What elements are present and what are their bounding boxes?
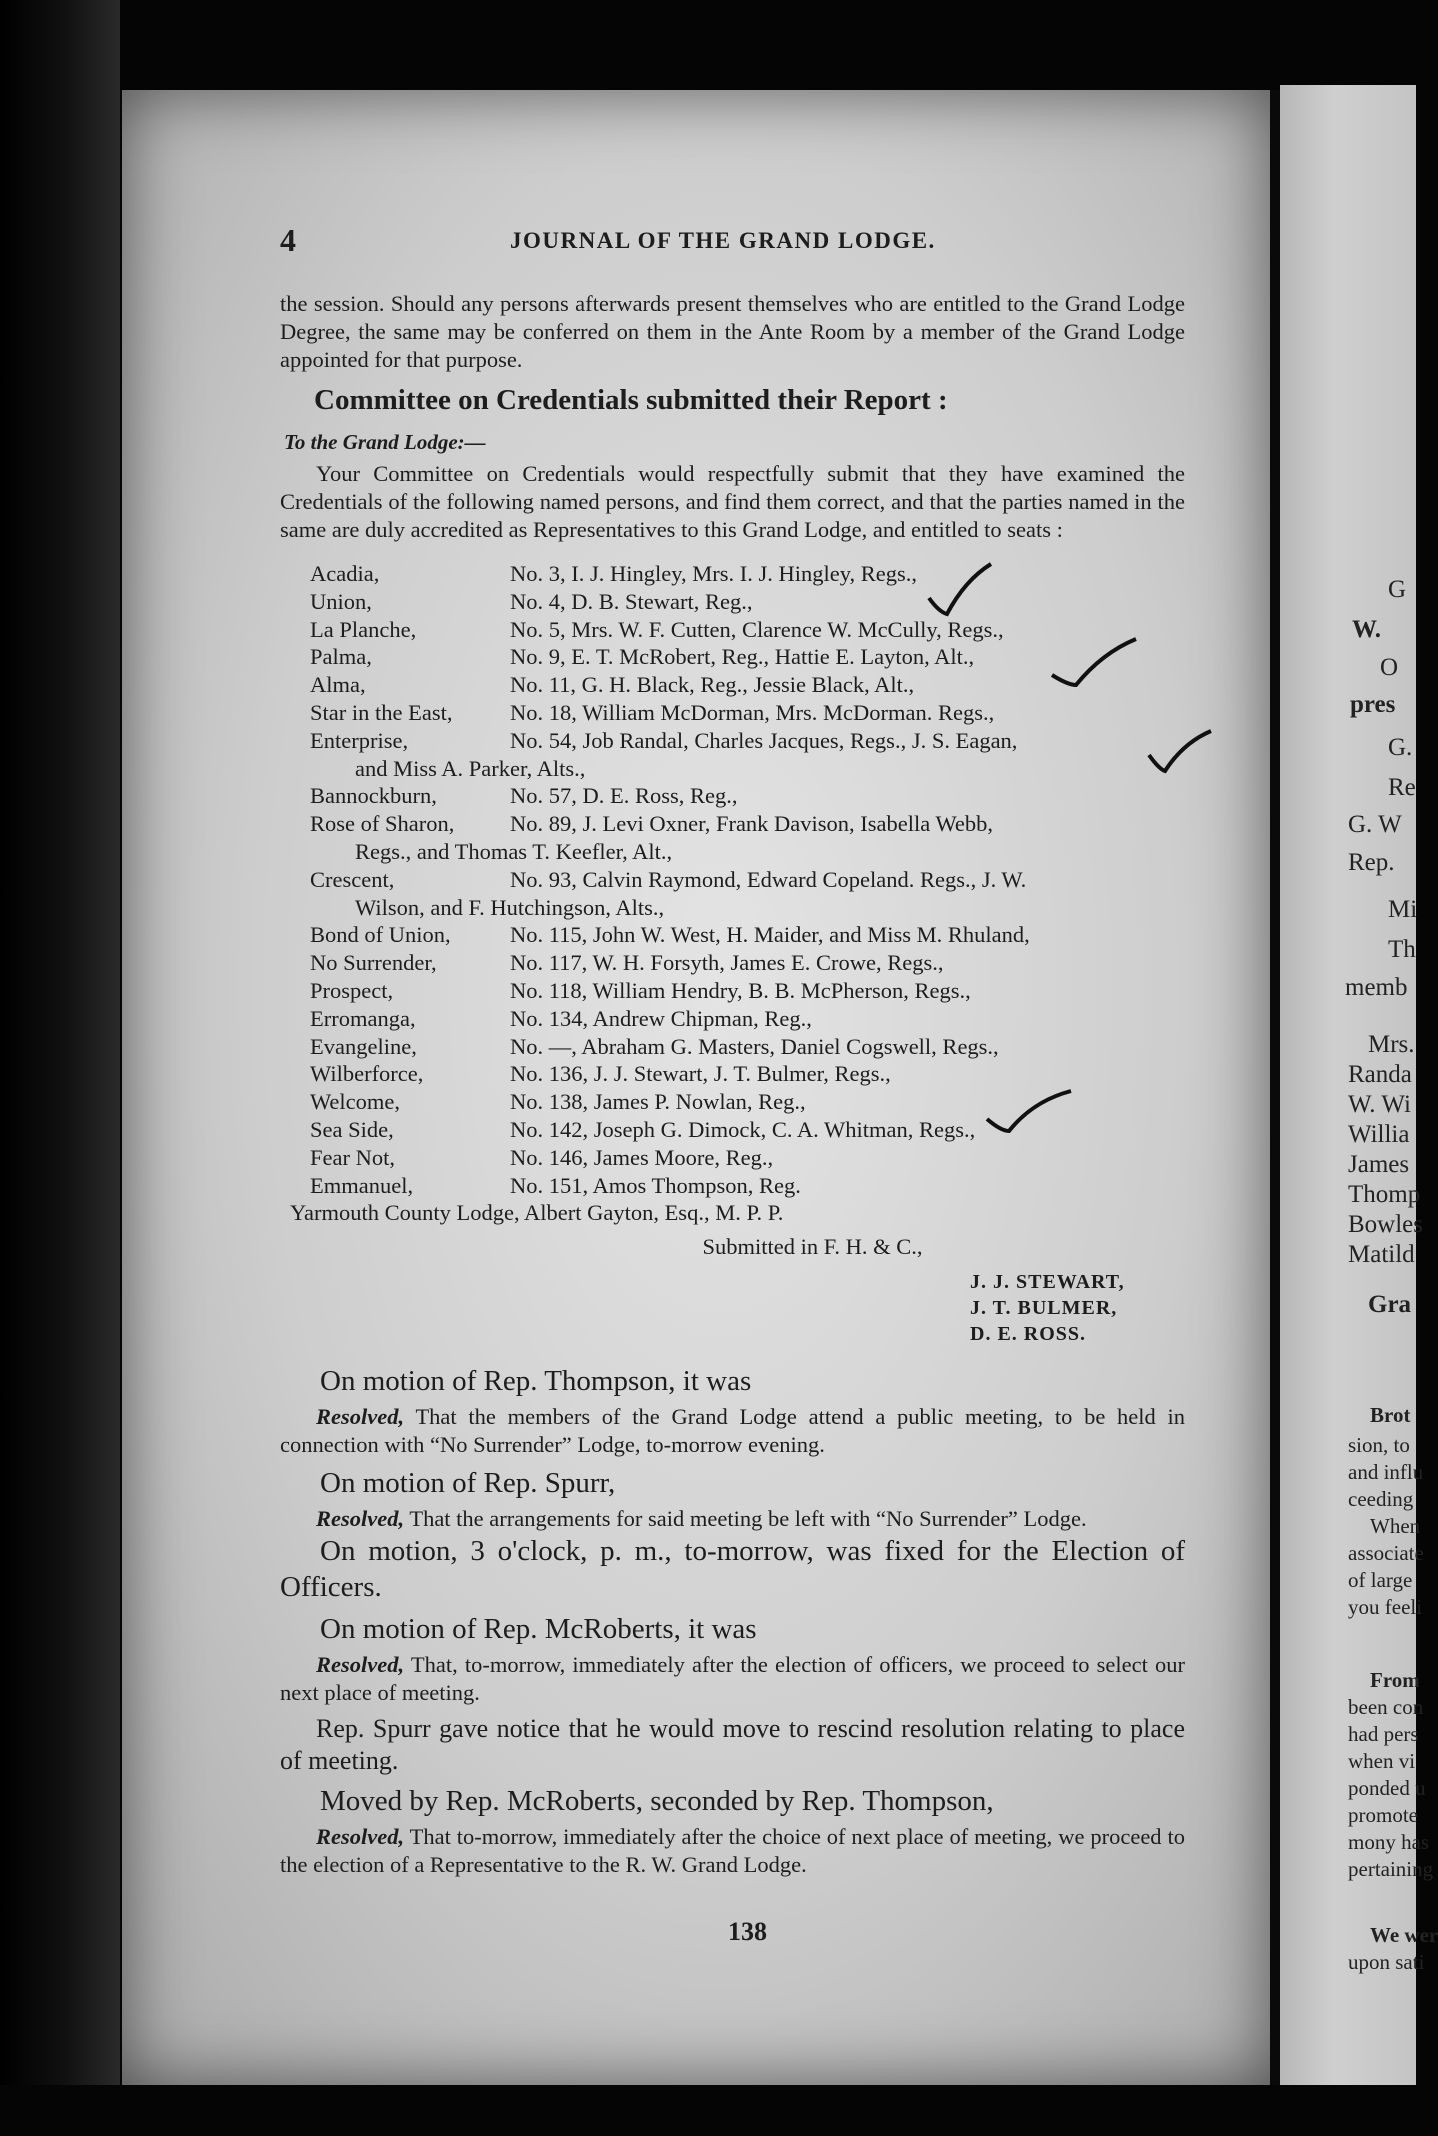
resolution-text: That to-morrow, immediately after the choice of next place of meeting, we proceed to the election of a Representative to the R. W. Grand Lodge. [280,1824,1185,1878]
adjacent-text: pertaining [1348,1857,1434,1881]
adjacent-text: ponded u [1348,1776,1426,1800]
lodge-row [310,560,1185,588]
lodge-row [310,727,1185,755]
lodge-row [310,1060,1185,1088]
resolved-label: Resolved, [316,1404,405,1430]
lodge-name: Acadia, [310,561,380,586]
adjacent-text: Re [1388,774,1416,801]
lodge-name: Wilberforce, [310,1061,424,1087]
resolved-label: Resolved, [316,1506,405,1532]
resolution-text: That, to-morrow, immediately after the election of officers, we proceed to select our next place of meeting. [280,1652,1186,1706]
lodge-row [310,1033,1185,1061]
resolved-label: Resolved, [316,1652,405,1678]
lodge-details: No. 151, Amos Thompson, Reg. [510,1172,801,1198]
page-number: 4 [280,222,296,258]
adjacent-text: had pers [1348,1722,1419,1746]
adjacent-text: mony has [1348,1830,1430,1854]
lodge-row [310,810,1185,838]
folio-number: 138 [728,1917,767,1946]
lodge-details: No. 93, Calvin Raymond, Edward Copeland. Regs., J. W. [510,866,1027,892]
adjacent-text: of large [1348,1568,1413,1592]
adjacent-text: Brot [1370,1403,1411,1427]
resolution-text: That the members of the Grand Lodge attend a public meeting, to be held in connection with “No Surrender” Lodge, to-morrow evening. [280,1404,1186,1458]
intro-paragraph: the session. Should any persons afterwards present themselves who are entitled to the Grand Lodge Degree, the same may be conferred on them in the Ante Room by a member of the Grand Lodge appointed for that purpose. [280,291,1185,372]
lodge-row [310,1005,1185,1033]
lodge-name: No Surrender, [310,950,437,976]
film-border-bottom [0,2085,1416,2136]
lodge-details: No. 115, John W. West, H. Maider, and Miss M. Rhuland, [510,922,1030,948]
section-heading: Committee on Credentials submitted their Report : [314,384,948,416]
check-mark-icon [1050,635,1140,690]
salutation: To the Grand Lodge:— [284,430,486,454]
lodge-name: La Planche, [310,616,417,642]
lodge-row [310,782,1185,810]
adjacent-text: Randa [1348,1061,1412,1088]
adjacent-text: G. W [1348,811,1402,838]
book-gutter [1270,90,1280,2085]
lodge-details: No. 4, D. B. Stewart, Reg., [510,588,753,614]
adjacent-text: We wer [1370,1923,1438,1947]
lodge-row [310,1144,1185,1172]
adjacent-text: Thomp [1348,1181,1421,1208]
lodge-name: Bond of Union, [310,922,451,948]
adjacent-text: associate [1348,1541,1424,1565]
adjacent-text: G. [1388,734,1413,761]
adjacent-text: been con [1348,1695,1424,1719]
lodge-details: No. 117, W. H. Forsyth, James E. Crowe, Regs., [510,950,944,976]
resolution [280,1403,1185,1459]
adjacent-text: W. [1352,616,1381,643]
lodge-name: Erromanga, [310,1005,416,1031]
adjacent-text: G [1388,576,1407,603]
lodge-name: Emmanuel, [310,1172,414,1198]
lodge-name: Alma, [310,672,366,698]
check-mark-icon [925,560,995,620]
adjacent-text: Mi [1388,896,1418,923]
film-border-left [0,0,120,2136]
resolution [280,1823,1185,1879]
lodge-name: Star in the East, [310,699,453,725]
lodge-details: No. 18, William McDorman, Mrs. McDorman. Regs., [510,699,995,725]
resolution [280,1505,1185,1533]
lodge-details: No. —, Abraham G. Masters, Daniel Cogswell, Regs., [510,1033,999,1059]
lodge-name: Rose of Sharon, [310,811,455,837]
lodge-row [310,866,1185,894]
adjacent-text: sion, to [1348,1433,1410,1457]
lodge-name: Sea Side, [310,1116,394,1142]
lodge-row [310,1172,1185,1200]
adjacent-text: Th [1388,936,1416,963]
lodge-details: No. 3, I. J. Hingley, Mrs. I. J. Hingley, Regs., [510,561,918,586]
lodge-name: Palma, [310,644,372,670]
adjacent-text: O [1380,654,1399,681]
adjacent-text: upon sati [1348,1950,1425,1974]
adjacent-text: and influ [1348,1460,1424,1484]
notice-paragraph: Rep. Spurr gave notice that he would move to rescind resolution relating to place of meeting. [280,1714,1185,1776]
lodge-details: No. 118, William Hendry, B. B. McPherson, Regs., [510,977,971,1003]
lodge-name: Bannockburn, [310,783,437,809]
resolution-text: That the arrangements for said meeting be left with “No Surrender” Lodge. [409,1506,1087,1532]
lodge-details: No. 11, G. H. Black, Reg., Jessie Black, Alt., [510,672,915,698]
resolution [280,1651,1185,1707]
adjacent-text: Matild [1348,1241,1415,1268]
lodge-details: No. 89, J. Levi Oxner, Frank Davison, Isabella Webb, [510,811,994,837]
check-mark-icon [985,1085,1075,1135]
motion-heading: On motion of Rep. McRoberts, it was [320,1613,757,1646]
adjacent-text: When [1370,1514,1421,1538]
lodge-name: Prospect, [310,977,394,1003]
motion-heading: Moved by Rep. McRoberts, seconded by Rep. Thompson, [320,1785,994,1818]
lodge-continuation: Wilson, and F. Hutchingson, Alts., [355,894,665,920]
lodge-details: No. 138, James P. Nowlan, Reg., [510,1089,806,1115]
adjacent-page-fragment [1280,85,1438,2085]
adjacent-text: Gra [1368,1291,1412,1318]
lodge-name: Fear Not, [310,1144,395,1170]
lodge-details: No. 134, Andrew Chipman, Reg., [510,1005,812,1031]
lodge-continuation: Regs., and Thomas T. Keefler, Alt., [355,838,673,864]
motion-heading: On motion of Rep. Thompson, it was [320,1365,752,1398]
adjacent-text: From [1370,1668,1420,1692]
adjacent-text: James [1348,1151,1410,1178]
lodge-name: Enterprise, [310,727,409,753]
lodge-name: Crescent, [310,866,395,892]
lodge-details: No. 5, Mrs. W. F. Cutten, Clarence W. McCully, Regs., [510,616,1004,642]
adjacent-text: memb [1345,974,1408,1001]
adjacent-text: Bowles [1348,1211,1423,1238]
running-title: JOURNAL OF THE GRAND LODGE. [510,228,936,253]
adjacent-text: Rep. [1348,849,1395,876]
lodge-row [310,949,1185,977]
signatory: J. J. STEWART, [970,1271,1125,1294]
county-lodge-line: Yarmouth County Lodge, Albert Gayton, Esq., M. P. P. [290,1200,784,1226]
lodge-row [310,977,1185,1005]
lodge-row [310,699,1185,727]
adjacent-text: promote [1348,1803,1418,1827]
lodge-details: No. 136, J. J. Stewart, J. T. Bulmer, Regs., [510,1061,891,1087]
adjacent-text: W. Wi [1348,1091,1411,1118]
lodge-row [310,921,1185,949]
lodge-name: Evangeline, [310,1033,417,1059]
adjacent-text: Willia [1348,1121,1410,1148]
lodge-name: Welcome, [310,1089,401,1115]
lodge-row [310,588,1185,616]
adjacent-text: ceeding [1348,1487,1414,1511]
lodge-details: No. 9, E. T. McRobert, Reg., Hattie E. Layton, Alt., [510,644,975,670]
lodge-details: No. 54, Job Randal, Charles Jacques, Regs., J. S. Eagan, [510,727,1018,753]
lodge-details: No. 142, Joseph G. Dimock, C. A. Whitman, Regs., [510,1116,976,1142]
signatory: D. E. ROSS. [970,1323,1087,1346]
motion-heading: On motion of Rep. Spurr, [320,1467,616,1500]
running-head [280,222,1180,258]
adjacent-text: Mrs. [1368,1031,1415,1058]
motion-paragraph: On motion, 3 o'clock, p. m., to-morrow, was fixed for the Election of Officers. [280,1535,1185,1604]
resolved-label: Resolved, [316,1824,405,1850]
report-paragraph: Your Committee on Credentials would respectfully submit that they have examined the Credentials of the following named persons, and find them correct, and that the parties named in the same are duly accredited as Representatives to this Grand Lodge, and entitled to seats : [280,461,1185,542]
adjacent-text: when vi [1348,1749,1416,1773]
lodge-details: No. 57, D. E. Ross, Reg., [510,783,738,809]
lodge-continuation: and Miss A. Parker, Alts., [355,755,586,781]
signatures [970,1269,1185,1347]
lodge-details: No. 146, James Moore, Reg., [510,1144,774,1170]
adjacent-text: you feeli [1348,1595,1423,1619]
check-mark-icon [1145,725,1215,775]
lodge-name: Union, [310,588,372,614]
adjacent-text: pres [1350,691,1396,718]
signatory: J. T. BULMER, [970,1297,1118,1320]
submitted-line: Submitted in F. H. & C., [702,1234,923,1260]
